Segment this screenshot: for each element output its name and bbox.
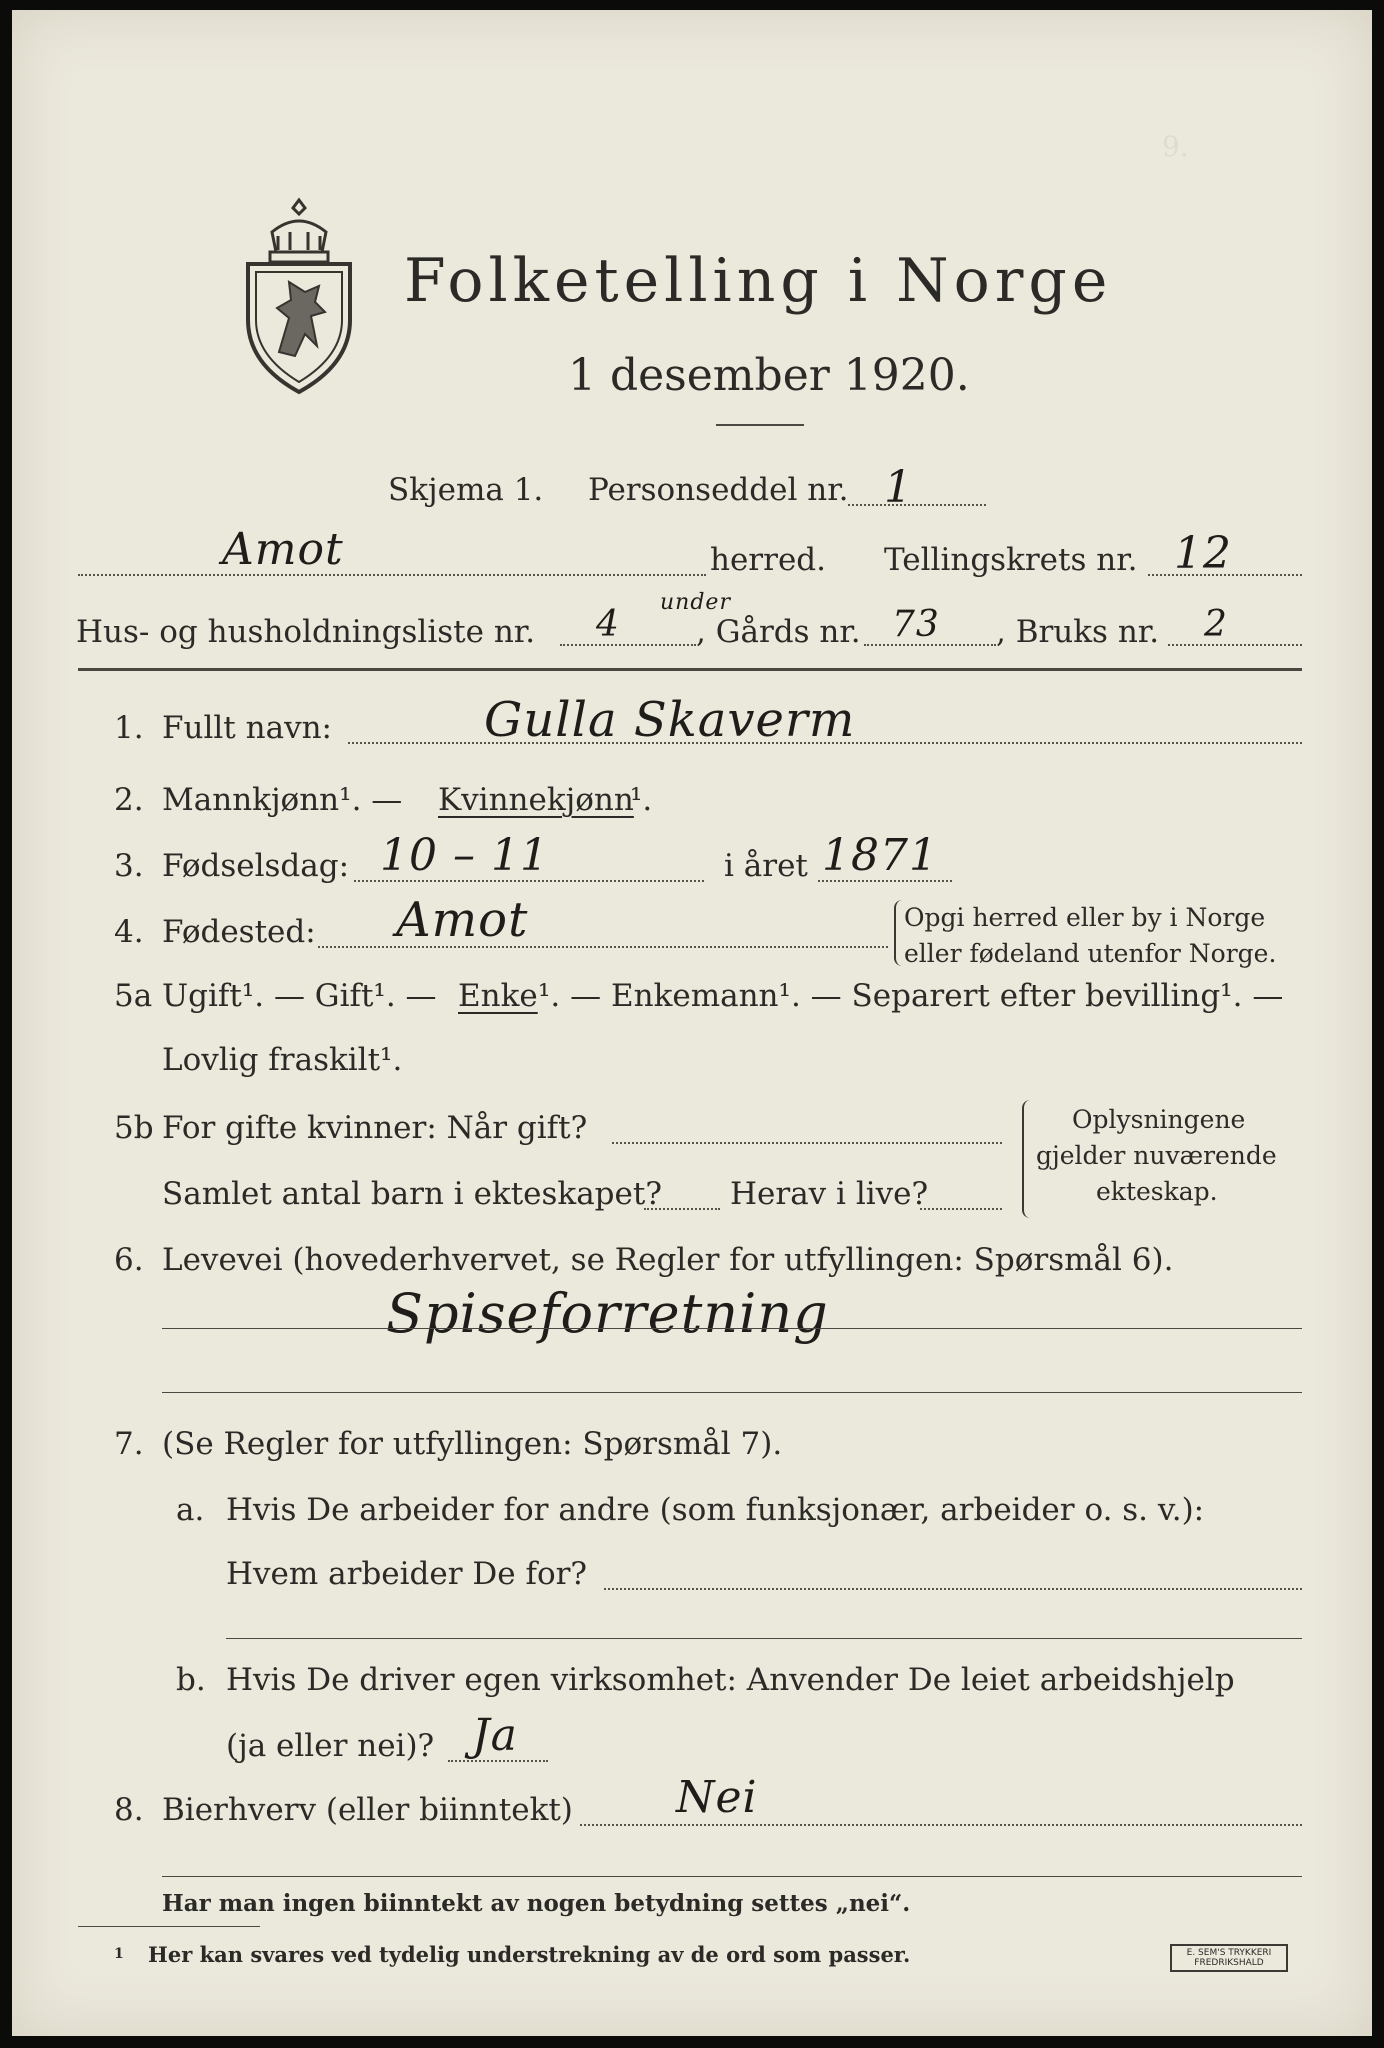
q7b-label: Hvis De driver egen virksomhet: Anvender De leiet arbeidshjelp — [226, 1662, 1235, 1698]
q5b-married-line — [612, 1142, 1002, 1144]
q5b-alive-line — [920, 1208, 1002, 1210]
footnote-mark: 1 — [114, 1946, 124, 1962]
q8-line — [580, 1824, 1302, 1826]
census-date: 1 desember 1920. — [568, 350, 970, 401]
q2-label-male: Mannkjønn¹. — — [162, 782, 403, 818]
q5b-label-married: For gifte kvinner: Når gift? — [162, 1110, 588, 1146]
bleed-through-text: 9. — [1162, 130, 1189, 163]
footnote-divider — [78, 1926, 260, 1927]
q7a-label: Hvis De arbeider for andre (som funksjonær, arbeider o. s. v.): — [226, 1492, 1205, 1528]
q4-note-line1: Opgi herred eller by i Norge — [904, 903, 1266, 932]
herred-label: herred. — [710, 542, 826, 578]
q5a-label-divorced: Lovlig fraskilt¹. — [162, 1042, 403, 1078]
q4-birthplace: Amot — [396, 892, 529, 948]
hus-note: under — [660, 590, 731, 615]
q7b-letter: b. — [176, 1662, 206, 1698]
q1-label: Fullt navn: — [162, 710, 332, 746]
q7a-employer-line — [604, 1588, 1302, 1590]
tellingskrets-value: 12 — [1174, 528, 1232, 579]
q2-label-suffix: ¹. — [630, 782, 653, 818]
skjema-label: Skjema 1. — [388, 472, 544, 508]
q5a-label-widow-underlined: Enke — [458, 978, 538, 1014]
q5b-number: 5b — [114, 1110, 154, 1146]
q4-note-brace — [894, 900, 904, 966]
q3-label: Fødselsdag: — [162, 848, 350, 884]
q4-number: 4. — [114, 914, 144, 950]
q7-label: (Se Regler for utfyllingen: Spørsmål 7). — [162, 1426, 783, 1462]
q1-full-name: Gulla Skaverm — [484, 692, 856, 748]
q3-birthday: 10 – 11 — [380, 830, 549, 881]
footnote-text: Her kan svares ved tydelig understrekning av de ord som passer. — [148, 1942, 911, 1967]
gaards-value: 73 — [892, 604, 940, 645]
q3-number: 3. — [114, 848, 144, 884]
form-title: Folketelling i Norge — [404, 246, 1113, 316]
q6-occupation: Spiseforretning — [386, 1282, 829, 1345]
coat-of-arms-icon — [234, 192, 364, 398]
q7b-label-yesno: (ja eller nei)? — [226, 1728, 435, 1764]
q8-answer: Nei — [676, 1772, 758, 1823]
q5a-label-rest: ¹. — Enkemann¹. — Separert efter bevilling¹. — — [538, 978, 1284, 1014]
q6-number: 6. — [114, 1242, 144, 1278]
q5b-note-line1: Oplysningene — [1072, 1105, 1246, 1134]
q8-label: Bierhverv (eller biinntekt) — [162, 1792, 573, 1828]
tellingskrets-label: Tellingskrets nr. — [884, 542, 1138, 578]
q7a-line-2 — [226, 1638, 1302, 1639]
q4-note-line2: eller fødeland utenfor Norge. — [904, 939, 1277, 968]
gaards-label: , Gårds nr. — [696, 614, 861, 650]
q5b-children-line — [644, 1208, 720, 1210]
q7a-letter: a. — [176, 1492, 205, 1528]
bruks-label: , Bruks nr. — [996, 614, 1160, 650]
q2-number: 2. — [114, 782, 144, 818]
bruks-line — [1168, 644, 1302, 646]
census-form-sheet — [12, 10, 1372, 2036]
q5a-label-start: Ugift¹. — Gift¹. — — [162, 978, 437, 1014]
q5b-label-alive: Herav i live? — [730, 1176, 929, 1212]
q2-label-female-underlined: Kvinnekjønn — [438, 782, 634, 818]
personseddel-value: 1 — [884, 462, 913, 513]
herred-line — [78, 574, 706, 576]
q5b-note-line3: ekteskap. — [1096, 1177, 1218, 1206]
title-divider — [716, 424, 804, 426]
herred-value: Amot — [222, 524, 344, 575]
q6-line-2 — [162, 1392, 1302, 1393]
q5b-note-line2: gjelder nuværende — [1036, 1141, 1277, 1170]
q6-line-1 — [162, 1328, 1302, 1329]
printer-stamp: E. SEM'S TRYKKERI FREDRIKSHALD — [1170, 1944, 1288, 1972]
q3-birth-year: 1871 — [822, 830, 938, 881]
q8-line-2 — [162, 1876, 1302, 1877]
personseddel-line — [848, 504, 986, 506]
personseddel-label: Personseddel nr. — [588, 472, 849, 508]
q8-number: 8. — [114, 1792, 144, 1828]
header-separator — [78, 668, 1302, 671]
q5b-label-children: Samlet antal barn i ekteskapet? — [162, 1176, 662, 1212]
hus-line — [560, 644, 696, 646]
footer-note: Har man ingen biinntekt av nogen betydning settes „nei“. — [162, 1890, 911, 1917]
hus-value: 4 — [596, 604, 620, 645]
q5b-note-brace — [1022, 1100, 1034, 1218]
q7b-answer: Ja — [472, 1710, 518, 1761]
q3-year-label: i året — [724, 848, 808, 884]
q5a-number: 5a — [114, 978, 153, 1014]
q7-number: 7. — [114, 1426, 144, 1462]
hus-label: Hus- og husholdningsliste nr. — [76, 614, 536, 650]
bruks-value: 2 — [1204, 604, 1228, 645]
q7a-label-employer: Hvem arbeider De for? — [226, 1556, 588, 1592]
q1-number: 1. — [114, 710, 144, 746]
q6-label: Levevei (hovederhvervet, se Regler for utfyllingen: Spørsmål 6). — [162, 1242, 1174, 1278]
q4-label: Fødested: — [162, 914, 316, 950]
